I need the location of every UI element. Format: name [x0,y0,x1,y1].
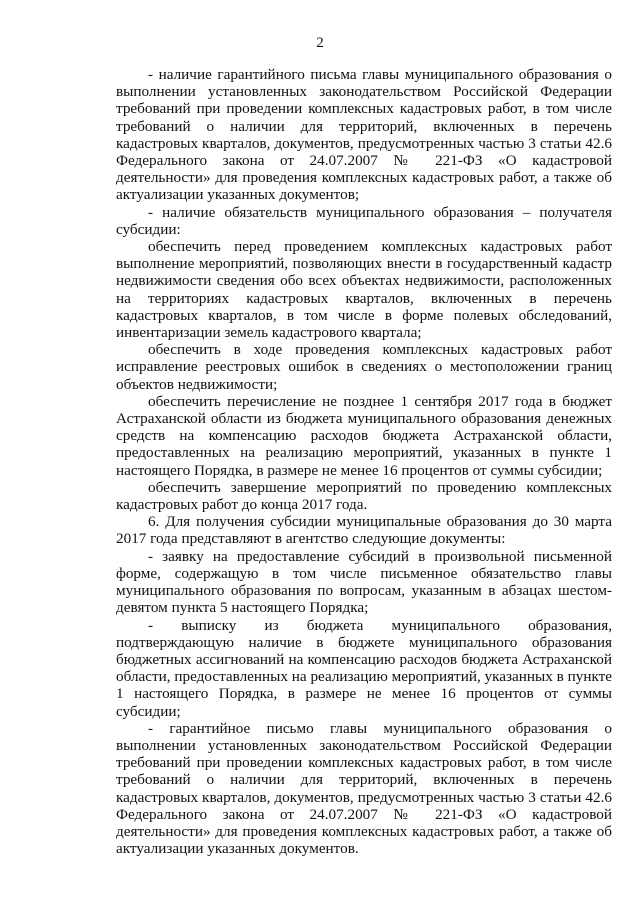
paragraph-obligations-intro: - наличие обязательств муниципального образования – получателя субсидии: [116,203,612,238]
paragraph-document-budget-extract: - выписку из бюджета муниципального образования, подтверждающую наличие в бюджете муниципального образования бюджетных ассигнований на компенсацию расходов бюджета Астраханской области, предоставленных на реализацию мероприятий, указанных в пункте 1 настоящего Порядка, в размере не менее 16 процентов от суммы субсидии; [116,616,612,720]
page-number: 2 [316,35,324,51]
paragraph-obligation-error-correction: обеспечить в ходе проведения комплексных кадастровых работ исправление реестровых ошибок в сведениях о местоположении границ объектов недвижимости; [116,341,612,393]
paragraph-section-6: 6. Для получения субсидии муниципальные образования до 30 марта 2017 года представляют в агентство следующие документы: [116,513,612,548]
paragraph-obligation-preliminary-measures: обеспечить перед проведением комплексных кадастровых работ выполнение мероприятий, позволяющих внести в государственный кадастр недвижимости сведения обо всех объектах недвижимости, расположенных на территориях кадастровых кварталов, включенных в перечень кадастровых кварталов, в том числе в форме полевых обследований, инвентаризации земель кадастрового квартала; [116,238,612,342]
paragraph-obligation-transfer-funds: обеспечить перечисление не позднее 1 сентября 2017 года в бюджет Астраханской области из бюджета муниципального образования денежных средств на компенсацию расходов бюджета Астраханской области, предоставленных на реализацию мероприятий, указанных в пункте 1 настоящего Порядка, в размере не менее 16 процентов от суммы субсидии; [116,392,612,479]
paragraph-obligation-completion: обеспечить завершение мероприятий по проведению комплексных кадастровых работ до конца 2017 года. [116,478,612,514]
paragraph-guarantee-letter-requirement: - наличие гарантийного письма главы муниципального образования о выполнении установленных законодательством Российской Федерации требований при проведении комплексных кадастровых работ, в том числе требований о наличии для территорий, включенных в перечень кадастровых кварталов, документов, предусмотренных частью 3 статьи 42.6 Федерального закона от 24.07.2007 № 221-ФЗ «О кадастровой деятельности» для проведения комплексных кадастровых работ, а также об актуализации указанных документов; [116,66,612,204]
document-body [116,66,612,857]
paragraph-document-application: - заявку на предоставление субсидий в произвольной письменной форме, содержащую в том числе письменное обязательство главы муниципального образования по вопросам, указанным в абзацах шестом-девятом пункта 5 настоящего Порядка; [116,547,612,617]
paragraph-document-guarantee-letter: - гарантийное письмо главы муниципального образования о выполнении установленных законодательством Российской Федерации требований при проведении комплексных кадастровых работ, в том числе требований о наличии для территорий, включенных в перечень кадастровых кварталов, документов, предусмотренных частью 3 статьи 42.6 Федерального закона от 24.07.2007 № 221-ФЗ «О кадастровой деятельности» для проведения комплексных кадастровых работ, а также об актуализации указанных документов. [116,719,612,858]
